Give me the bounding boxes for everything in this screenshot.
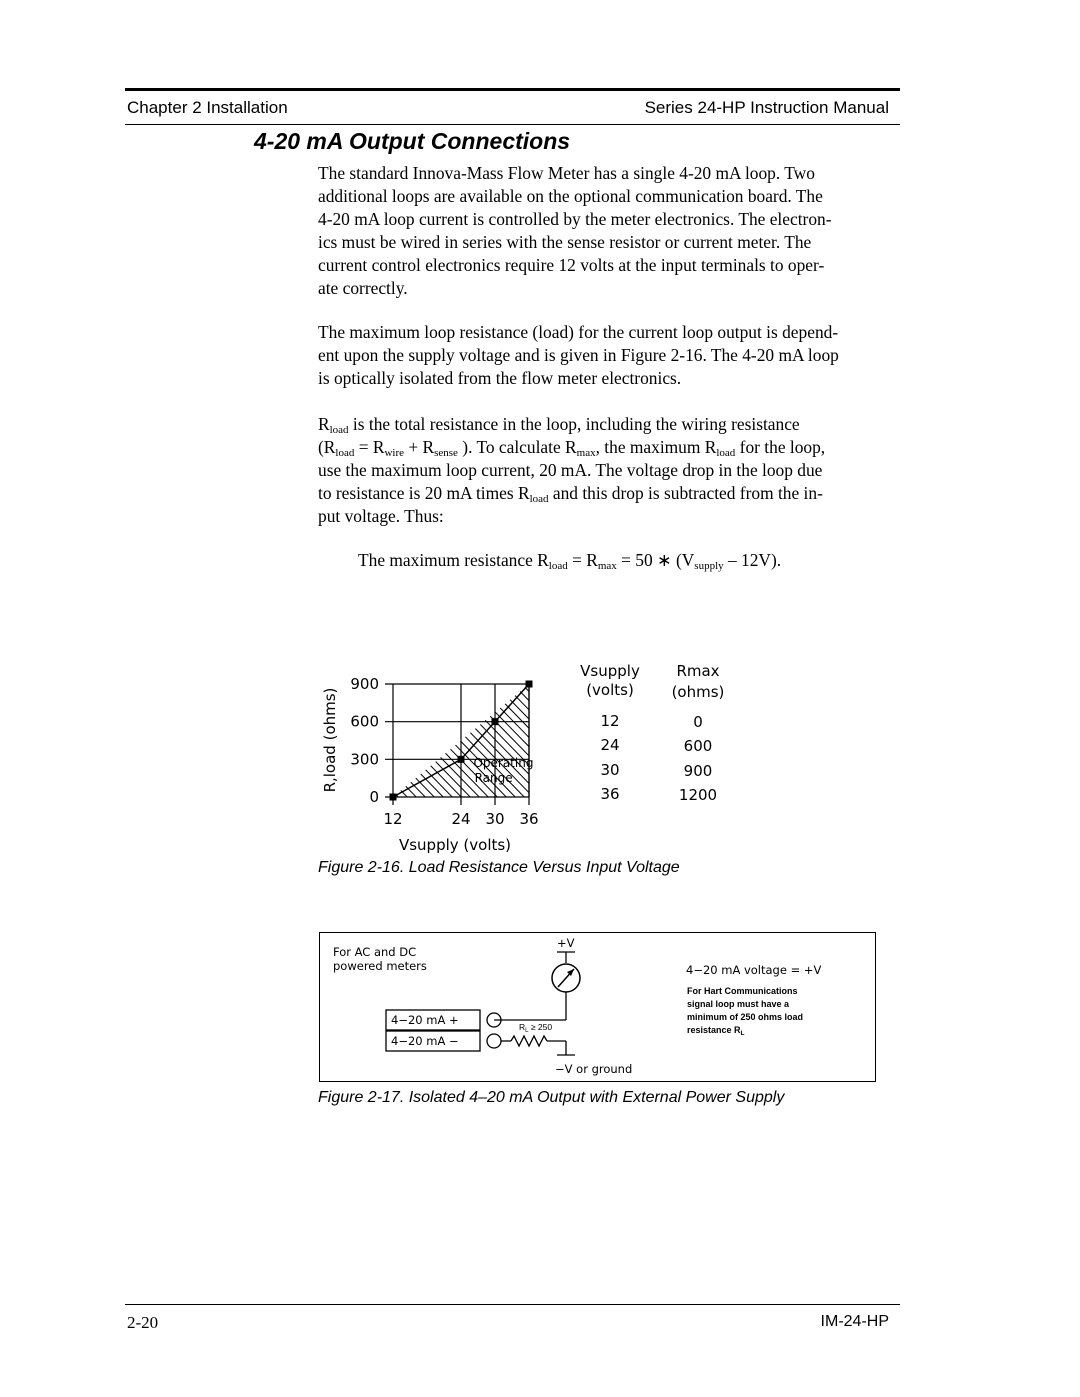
operating-range-label: Operating	[473, 755, 534, 770]
paragraph-3	[318, 413, 908, 528]
paragraph-line: ($R_{load} = R_{wire} + R_{sense}$ ). To calculate $R_{max}$, the maximum $R_{load}$ for the loop,	[318, 437, 826, 459]
hatch-line	[332, 674, 462, 807]
header-rule-bottom	[125, 124, 900, 125]
terminal-screw-icon	[487, 1034, 501, 1048]
data-point	[492, 718, 499, 725]
table-cell: 24	[600, 736, 620, 754]
hatch-line	[310, 674, 372, 807]
hatch-line	[476, 674, 560, 807]
hatch-line	[521, 674, 560, 807]
paragraph-line: ate correctly.	[318, 278, 408, 298]
hatch-line	[440, 674, 560, 807]
table-cell: 900	[683, 762, 713, 780]
hart-note: minimum of 250 ohms load	[686, 1011, 803, 1022]
paragraph-line: 4-20 mA loop current is controlled by the meter electronics. The electron-	[318, 209, 832, 229]
hatch-line	[323, 674, 453, 807]
y-tick-label: 900	[350, 675, 379, 693]
paragraph-2	[318, 321, 908, 390]
operating-range-label: Range	[474, 770, 513, 785]
hatch-line	[548, 674, 560, 807]
chapter-title: Chapter 2 Installation	[127, 98, 288, 117]
table-header: Rmax	[676, 662, 720, 680]
paragraph-line: additional loops are available on the optional communication board. The	[318, 186, 823, 206]
data-point	[526, 681, 533, 688]
table-cell: 36	[600, 785, 620, 803]
x-tick-label: 36	[519, 810, 539, 828]
hatch-line	[458, 674, 560, 807]
hart-note: resistance $R_L$	[686, 1024, 745, 1037]
hatch-line	[557, 674, 560, 807]
y-tick-label: 600	[350, 712, 379, 731]
hart-note: signal loop must have a	[686, 998, 789, 1009]
hatch-line	[530, 674, 560, 807]
paragraph-line: ent upon the supply voltage and is given in Figure 2-16. The 4-20 mA loop	[318, 345, 839, 365]
manual-title: Series 24-HP Instruction Manual	[644, 98, 889, 117]
vsupply-rmax-table	[575, 658, 745, 818]
terminal-label: 4−20 mA +	[390, 1012, 459, 1027]
y-tick-label: 0	[369, 788, 379, 806]
table-header: (volts)	[586, 681, 634, 699]
terminal-label: 4−20 mA −	[390, 1033, 459, 1048]
plus-v-label: +V	[556, 935, 575, 950]
hatch-line	[494, 674, 560, 807]
figure-16-caption: Figure 2-16. Load Resistance Versus Input Voltage	[318, 859, 680, 876]
paragraph-line: put voltage. Thus:	[318, 506, 444, 526]
paragraph-line: current control electronics require 12 volts at the input terminals to oper-	[318, 255, 825, 275]
isolated-output-diagram	[319, 932, 876, 1082]
table-cell: 12	[600, 712, 620, 730]
paragraph-line: The standard Innova-Mass Flow Meter has a single 4-20 mA loop. Two	[318, 163, 815, 183]
section-title: 4-20 mA Output Connections	[254, 128, 571, 154]
hatch-line	[539, 674, 560, 807]
table-cell: 1200	[678, 786, 718, 804]
data-point	[458, 756, 465, 763]
rl-label: $R_L \ge 250$	[518, 1021, 552, 1034]
ground-label: −V or ground	[554, 1061, 632, 1076]
paragraph-line: is optically isolated from the flow meter electronics.	[318, 368, 682, 388]
x-tick-label: 30	[485, 810, 505, 828]
meter-note: For AC and DC	[332, 944, 416, 959]
footer-rule	[125, 1304, 900, 1305]
paragraph-line: to resistance is 20 mA times $R_{load}$ and this drop is subtracted from the in-	[318, 483, 823, 505]
load-resistance-chart	[310, 655, 560, 860]
paragraph-line: The maximum loop resistance (load) for the current loop output is depend-	[318, 322, 839, 342]
data-point	[390, 794, 397, 801]
header-rule-top	[125, 88, 900, 91]
loop-voltage-label: 4−20 mA voltage = +V	[685, 962, 821, 977]
table-header: (ohms)	[671, 683, 725, 701]
document-id: IM-24-HP	[820, 1313, 889, 1330]
x-tick-label: 24	[451, 810, 471, 828]
paragraph-line: ics must be wired in series with the sense resistor or current meter. The	[318, 232, 812, 252]
x-axis-label: Vsupply (volts)	[398, 836, 512, 854]
table-cell: 600	[683, 737, 713, 755]
paragraph-line: use the maximum loop current, 20 mA. The voltage drop in the loop due	[318, 460, 823, 480]
figure-17-caption: Figure 2-17. Isolated 4–20 mA Output with External Power Supply	[318, 1089, 785, 1106]
paragraph-1	[318, 162, 908, 300]
hatch-line	[503, 674, 560, 807]
y-axis-label: R,load (ohms)	[321, 687, 339, 793]
resistance-formula: The maximum resistance $R_{load} = R_{max} = 50$ ∗ $(V_{supply} - 12V)$.	[358, 550, 782, 572]
paragraph-line: $R_{load}$ is the total resistance in the loop, including the wiring resistance	[318, 414, 800, 436]
hart-note: For Hart Communications	[686, 985, 798, 996]
table-cell: 0	[693, 713, 703, 731]
y-tick-label: 300	[350, 750, 379, 769]
table-cell: 30	[600, 761, 620, 779]
x-tick-label: 12	[383, 810, 403, 828]
table-header: Vsupply	[580, 662, 640, 680]
page-number: 2-20	[127, 1313, 159, 1332]
meter-note: powered meters	[332, 958, 427, 973]
load-resistor-icon	[511, 1036, 547, 1046]
